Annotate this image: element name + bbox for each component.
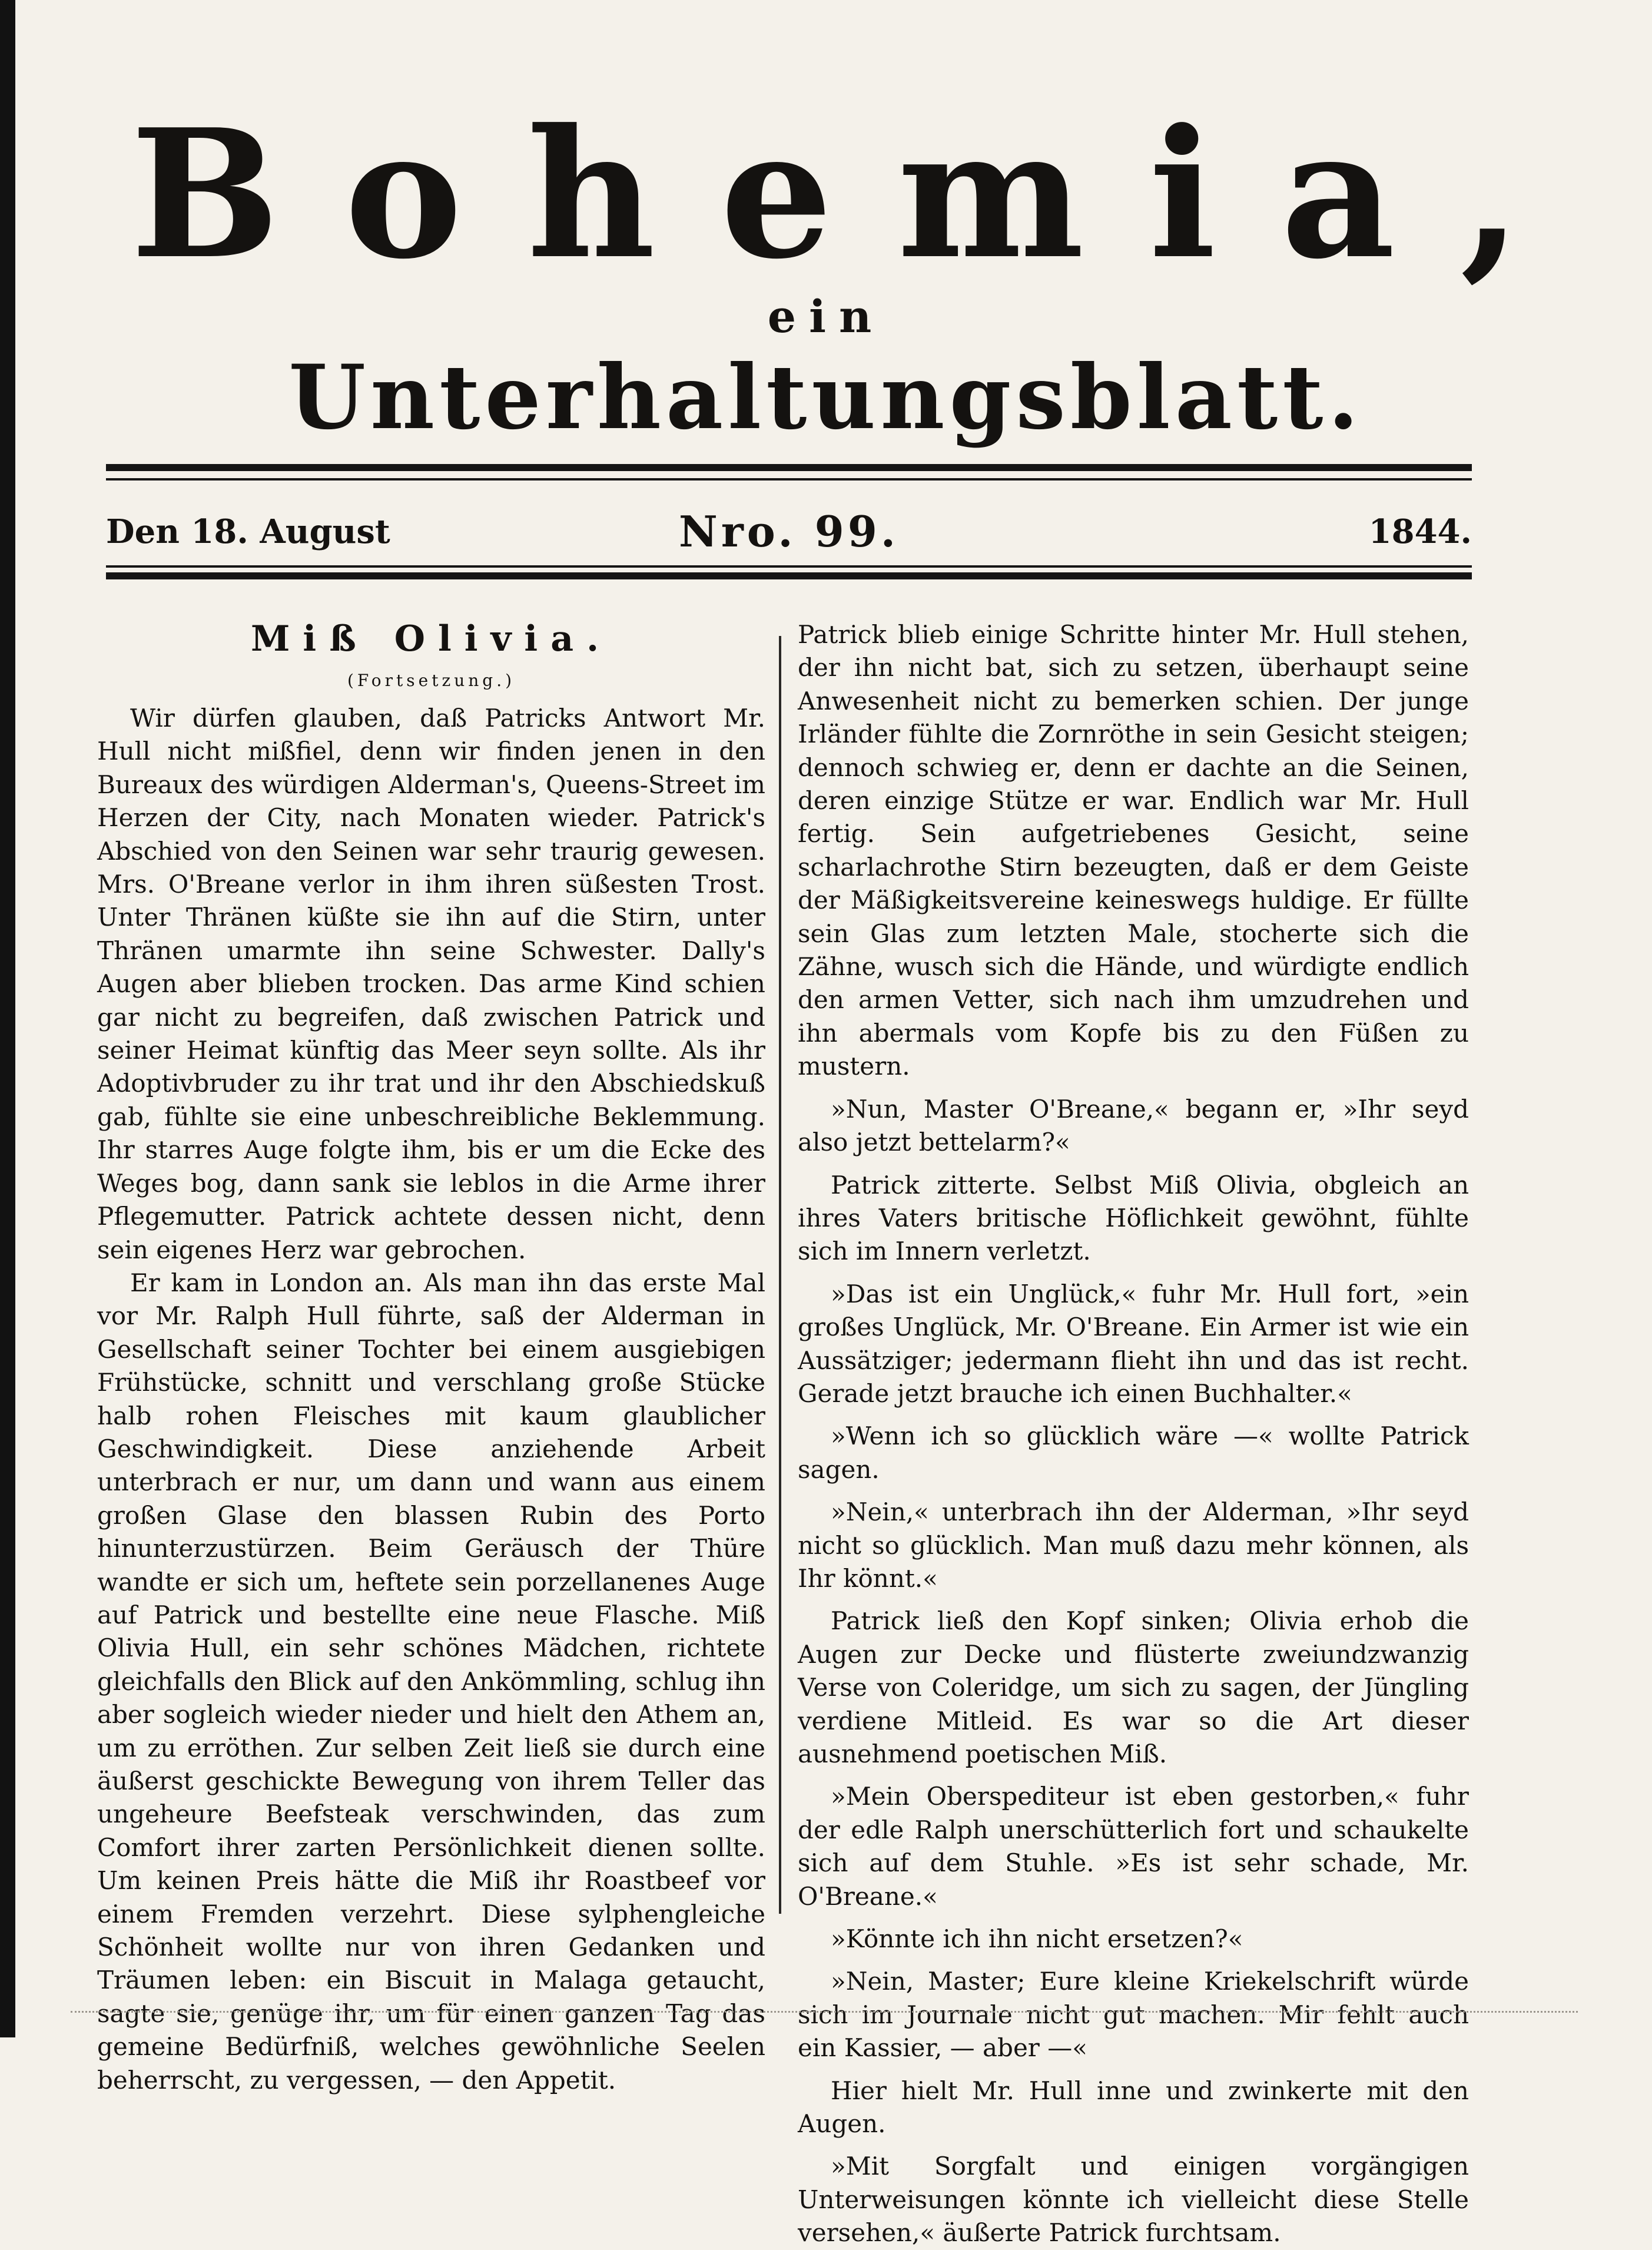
bottom-thick-rule bbox=[106, 572, 1472, 579]
newspaper-subtitle-main: Unterhaltungsblatt. bbox=[288, 346, 1364, 449]
article-paragraph: Wir dürfen glauben, daß Patricks Antwort Mr. Hull nicht mißfiel, denn wir finden jenen in den Bureaux des würdigen Alderman's, Queens-Street im Herzen der City, nach Monaten wieder. Patrick's Abschied von den Seinen war sehr traurig gewesen. Mrs. O'Breane verlor in ihm ihren süßesten Trost. Unter Thränen küßte sie ihn auf die Stirn, unter Thränen umarmte ihn seine Schwester. Dally's Augen aber blieben trocken. Das arme Kind schien gar nicht zu begreifen, daß zwischen Patrick und seiner Heimat künftig das Meer seyn sollte. Als ihr Adoptivbruder zu ihr trat und ihr den Abschiedskuß gab, fühlte sie eine unbeschreibliche Beklemmung. Ihr starres Auge folgte ihm, bis er um die Ecke des Weges bog, dann sank sie leblos in die Arme ihrer Pflegemutter. Patrick achtete dessen nicht, denn sein eigenes Herz war gebrochen. bbox=[97, 704, 765, 1264]
bottom-thin-rule bbox=[106, 565, 1472, 568]
issue-date: Den 18. August bbox=[106, 512, 390, 551]
newspaper-title: Bohemia, bbox=[130, 90, 1587, 298]
article-paragraph: Hier hielt Mr. Hull inne und zwinkerte mit den Augen. bbox=[798, 2076, 1469, 2139]
article-paragraph: Patrick blieb einige Schritte hinter Mr. Hull stehen, der ihn nicht bat, sich zu setzen, überhaupt seine Anwesenheit nicht zu bemerken schien. Der junge Irländer fühlte die Zornröthe in sein Gesicht steigen; dennoch schwieg er, denn er dachte an die Seinen, deren einzige Stütze er war. Endlich war Mr. Hull fertig. Sein aufgetriebenes Gesicht, seine scharlachrothe Stirn bezeugten, daß er dem Geiste der Mäßigkeitsvereine keineswegs huldige. Er füllte sein Glas zum letzten Male, stocherte sich die Zähne, wusch sich die Hände, und würdigte endlich den armen Vetter, sich nach ihm umzudrehen und ihn abermals vom Kopfe bis zu den Füßen zu mustern. bbox=[798, 620, 1469, 1081]
top-thin-rule bbox=[106, 478, 1472, 481]
article-paragraph: »Könnte ich ihn nicht ersetzen?« bbox=[831, 1924, 1243, 1954]
article-title: Miß Olivia. bbox=[251, 618, 612, 660]
article-continuation-note: (Fortsetzung.) bbox=[347, 671, 516, 690]
issue-number: Nro. 99. bbox=[679, 506, 899, 556]
article-paragraph: »Nein, Master; Eure kleine Kriekelschrift würde sich im Journale nicht gut machen. Mir fehlt auch ein Kassier, — aber —« bbox=[798, 1967, 1469, 2063]
article-paragraph: »Mit Sorgfalt und einigen vorgängigen Unterweisungen könnte ich vielleicht diese Stelle versehen,« äußerte Patrick furchtsam. bbox=[798, 2152, 1469, 2248]
article-paragraph: Patrick zitterte. Selbst Miß Olivia, obgleich an ihres Vaters britische Höflichkeit gewöhnt, fühlte sich im Innern verletzt. bbox=[798, 1170, 1469, 1266]
right-column bbox=[798, 618, 1469, 2250]
dateline bbox=[106, 505, 1472, 558]
scan-noise bbox=[71, 2011, 1578, 2014]
issue-year: 1844. bbox=[1368, 512, 1472, 551]
article-paragraph: »Wenn ich so glücklich wäre —« wollte Patrick sagen. bbox=[798, 1421, 1469, 1484]
article-paragraph: »Das ist ein Unglück,« fuhr Mr. Hull fort, »ein großes Unglück, Mr. O'Breane. Ein Armer ist wie ein Aussätziger; jedermann flieht ihn und das ist recht. Gerade jetzt brauche ich einen Buchhalter.« bbox=[798, 1279, 1469, 1408]
article-paragraph: Er kam in London an. Als man ihn das erste Mal vor Mr. Ralph Hull führte, saß der Alderman in Gesellschaft seiner Tochter bei einem ausgiebigen Frühstücke, schnitt und verschlang große Stücke halb rohen Fleisches mit kaum glaublicher Geschwindigkeit. Diese anziehende Arbeit unterbrach er nur, um dann und wann aus einem großen Glase den blassen Rubin des Porto hinunterzustürzen. Beim Geräusch der Thüre wandte er sich um, heftete sein porzellanenes Auge auf Patrick und bestellte eine neue Flasche. Miß Olivia Hull, ein sehr schönes Mädchen, richtete gleichfalls den Blick auf den Ankömmling, schlug ihn aber sogleich wieder nieder und hielt den Athem an, um zu erröthen. Zur selben Zeit ließ sie durch eine äußerst geschickte Bewegung von ihrem Teller das ungeheure Beefsteak verschwinden, das zum Comfort ihrer zarten Persönlichkeit dienen sollte. Um keinen Preis hätte die Miß ihr Roastbeef vor einem Fremden verzehrt. Diese sylphengleiche Schönheit wollte nur von ihren Gedanken und Träumen leben: ein Biscuit in Malaga getaucht, sagte sie, genüge ihr, um für einen ganzen Tag das gemeine Bedürfniß, welches gewöhnliche Seelen beherrscht, zu vergessen, — den Appetit. bbox=[97, 1268, 765, 2095]
top-thick-rule bbox=[106, 464, 1472, 471]
newspaper-subtitle: ein bbox=[767, 290, 885, 343]
article-paragraph: »Mein Oberspediteur ist eben gestorben,« fuhr der edle Ralph unerschütterlich fort und schaukelte sich auf dem Stuhle. »Es ist sehr schade, Mr. O'Breane.« bbox=[798, 1782, 1469, 1911]
article-paragraph: Patrick ließ den Kopf sinken; Olivia erhob die Augen zur Decke und flüsterte zweiundzwanzig Verse von Coleridge, um sich zu sagen, der Jüngling verdiene Mitleid. Es war so die Art dieser ausnehmend poetischen Miß. bbox=[798, 1606, 1469, 1768]
article-paragraph: »Nun, Master O'Breane,« begann er, »Ihr seyd also jetzt bettelarm?« bbox=[798, 1094, 1469, 1157]
column-divider bbox=[779, 636, 781, 1914]
left-column bbox=[97, 618, 765, 2097]
article-paragraph: »Nein,« unterbrach ihn der Alderman, »Ihr seyd nicht so glücklich. Man muß dazu mehr können, als Ihr könnt.« bbox=[798, 1497, 1469, 1593]
